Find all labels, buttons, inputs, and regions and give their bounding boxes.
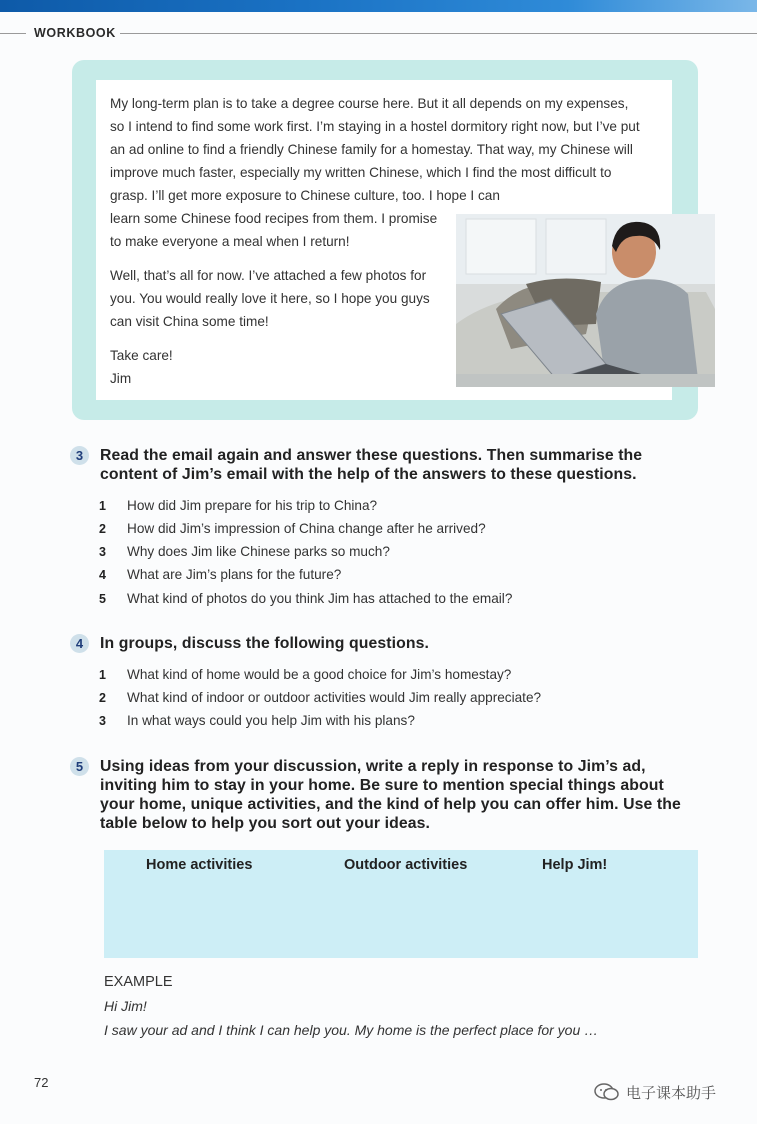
section-3-item-4-text: What are Jim’s plans for the future? xyxy=(127,567,342,582)
section-3-item-1-text: How did Jim prepare for his trip to China? xyxy=(127,498,378,513)
section-3-item-3-number: 3 xyxy=(99,545,106,559)
section-3-item-4-number: 4 xyxy=(99,568,106,582)
table-header-help-jim: Help Jim! xyxy=(542,857,608,873)
photo-illustration xyxy=(456,214,715,387)
section-3-item-1-number: 1 xyxy=(99,499,106,513)
section-5-number-badge: 5 xyxy=(70,757,89,776)
email-paragraph-1: My long-term plan is to take a degree course here. But it all depends on my expenses, so I intend to find some work first. I’m staying in a hostel dormitory right now, but I’ve put an ad online to find a friendly Chinese family for a homestay. That way, my Chinese will improve much faster, especially my written Chinese, which I find the most difficult to grasp. I’ll get more exposure to Chinese culture, too. I hope I can xyxy=(110,96,640,203)
section-4-item-1-text: What kind of home would be a good choice for Jim’s homestay? xyxy=(127,667,512,682)
email-signature: Jim xyxy=(110,371,132,386)
section-3-prompt: Read the email again and answer these questions. Then summarise the content of Jim’s email with the help of the answers to these questions. xyxy=(100,447,643,483)
jim-laptop-photo xyxy=(456,214,715,387)
section-3-item-5-text: What kind of photos do you think Jim has attached to the email? xyxy=(127,591,513,606)
email-paragraph-1-continued: learn some Chinese food recipes from them. I promise to make everyone a meal when I return! xyxy=(110,211,438,249)
section-4-prompt: In groups, discuss the following questions. xyxy=(100,635,430,652)
page-number: 72 xyxy=(34,1075,49,1090)
email-paragraph-2: Well, that’s all for now. I’ve attached a few photos for you. You would really love it here, so I hope you guys can visit China some time! xyxy=(110,268,430,329)
section-4-item-3-number: 3 xyxy=(99,714,106,728)
section-5-prompt: Using ideas from your discussion, write a reply in response to Jim’s ad, inviting him to stay in your home. Be sure to mention special things about your home, unique activities, and the kind of help you can offer him. Use the table below to help you sort out your ideas. xyxy=(100,758,681,832)
wechat-icon xyxy=(594,1082,620,1102)
header-rule-right xyxy=(120,33,757,34)
top-color-bar xyxy=(0,0,757,12)
watermark-text: 电子课本助手 xyxy=(626,1084,717,1102)
email-signoff-block xyxy=(110,344,310,390)
section-3-number-badge: 3 xyxy=(70,446,89,465)
table-header-home-activities: Home activities xyxy=(146,857,253,873)
example-greeting: Hi Jim! xyxy=(104,998,147,1014)
section-4-item-3-text: In what ways could you help Jim with his plans? xyxy=(127,713,415,728)
example-label: EXAMPLE xyxy=(104,974,173,990)
section-3-item-2-text: How did Jim’s impression of China change after he arrived? xyxy=(127,521,486,536)
workbook-header: WORKBOOK xyxy=(34,26,116,40)
header-rule-left xyxy=(0,33,26,34)
section-4-number-badge: 4 xyxy=(70,634,89,653)
table-header-outdoor-activities: Outdoor activities xyxy=(344,857,468,873)
section-3-item-2-number: 2 xyxy=(99,522,106,536)
watermark xyxy=(594,1081,716,1103)
section-3-item-5-number: 5 xyxy=(99,592,106,606)
section-4-item-2-text: What kind of indoor or outdoor activities would Jim really appreciate? xyxy=(127,690,542,705)
section-4-item-2-number: 2 xyxy=(99,691,106,705)
section-3-item-3-text: Why does Jim like Chinese parks so much? xyxy=(127,544,390,559)
example-body: I saw your ad and I think I can help you. My home is the perfect place for you … xyxy=(104,1022,599,1038)
email-signoff: Take care! xyxy=(110,348,173,363)
section-4-item-1-number: 1 xyxy=(99,668,106,682)
